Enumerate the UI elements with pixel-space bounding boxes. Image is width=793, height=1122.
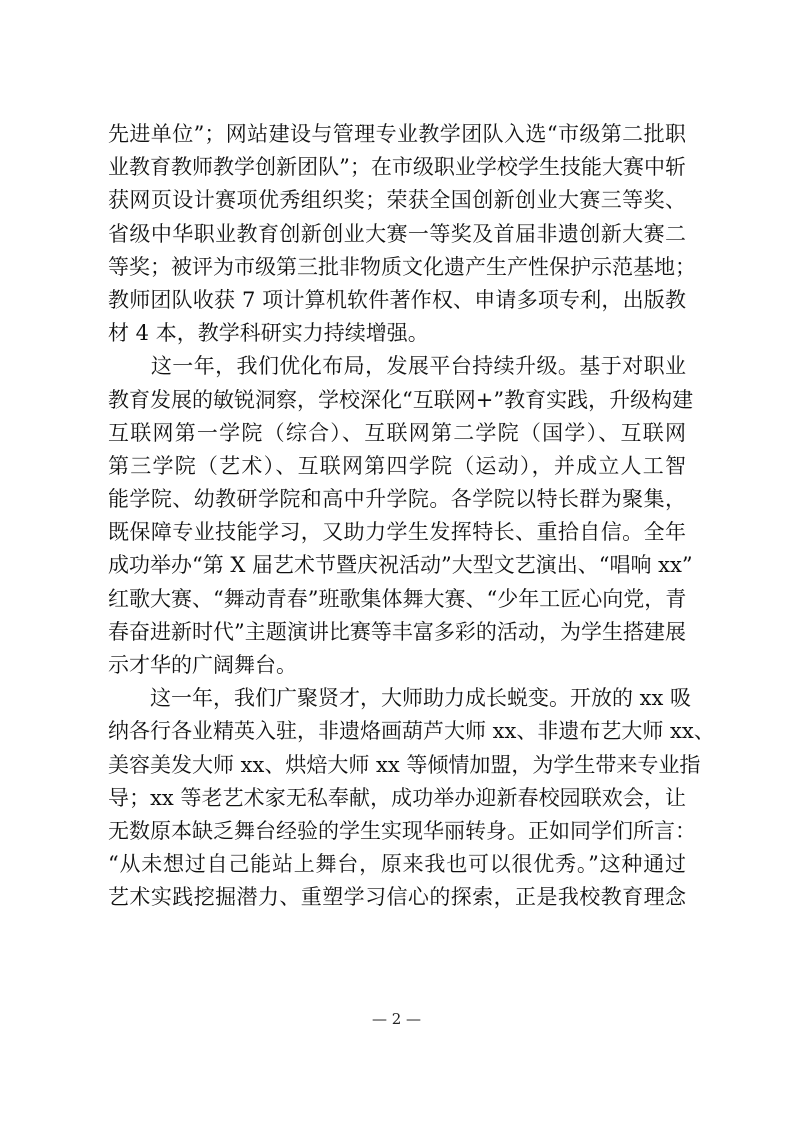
text-line: 纳各行各业精英入驻，非遗烙画葫芦大师 xx、非遗布艺大师 xx、 <box>108 719 715 744</box>
text-line: 示才华的广阔舞台。 <box>108 653 297 677</box>
text-line: 导；xx 等老艺术家无私奉献，成功举办迎新春校园联欢会，让 <box>108 785 686 810</box>
paragraph-3 <box>108 682 715 914</box>
text-line: 红歌大赛、“舞动青春”班歌集体舞大赛、“少年工匠心向党，青 <box>108 586 687 611</box>
text-line: 省级中华职业教育创新创业大赛一等奖及首届非遗创新大赛二 <box>108 221 686 246</box>
paragraph-1 <box>108 118 696 350</box>
text-line: 这一年，我们优化布局，发展平台持续升级。基于对职业 <box>108 354 686 379</box>
text-line: 获网页设计赛项优秀组织奖；荣获全国创新创业大赛三等奖、 <box>108 188 686 213</box>
text-line: 艺术实践挖掘潜力、重塑学习信心的探索，正是我校教育理念 <box>108 885 686 910</box>
text-line: 互联网第一学院（综合）、互联网第二学院（国学）、互联网 <box>108 420 686 445</box>
text-line: 教育发展的敏锐洞察，学校深化“互联网+”教育实践，升级构建 <box>108 387 694 412</box>
text-line: 成功举办“第 X 届艺术节暨庆祝活动”大型文艺演出、“唱响 xx” <box>108 553 693 578</box>
text-line: 春奋进新时代”主题演讲比赛等丰富多彩的活动，为学生搭建展 <box>108 619 686 644</box>
text-line: 等奖；被评为市级第三批非物质文化遗产生产性保护示范基地； <box>108 254 696 279</box>
paragraph-2 <box>108 350 694 682</box>
text-line: 第三学院（艺术）、互联网第四学院（运动），并成立人工智 <box>108 453 686 478</box>
text-line: 先进单位”；网站建设与管理专业教学团队入选“市级第二批职 <box>108 122 686 146</box>
text-line: 业教育教师教学创新团队”；在市级职业学校学生技能大赛中斩 <box>108 155 686 180</box>
page-number: — 2 — <box>371 1010 422 1028</box>
text-line: 既保障专业技能学习，又助力学生发挥特长、重拾自信。全年 <box>108 520 686 545</box>
text-line: “从未想过自己能站上舞台，原来我也可以很优秀。”这种通过 <box>108 852 686 877</box>
text-line: 教师团队收获 7 项计算机软件著作权、申请多项专利，出版教 <box>108 287 686 312</box>
text-line: 材 4 本，教学科研实力持续增强。 <box>108 321 429 346</box>
document-body <box>108 118 715 915</box>
text-line: 无数原本缺乏舞台经验的学生实现华丽转身。正如同学们所言： <box>108 818 696 843</box>
text-line: 这一年，我们广聚贤才，大师助力成长蜕变。开放的 xx 吸 <box>108 686 692 711</box>
text-line: 能学院、幼教研学院和高中升学院。各学院以特长群为聚集， <box>108 487 686 512</box>
text-line: 美容美发大师 xx、烘焙大师 xx 等倾情加盟，为学生带来专业指 <box>108 752 701 777</box>
